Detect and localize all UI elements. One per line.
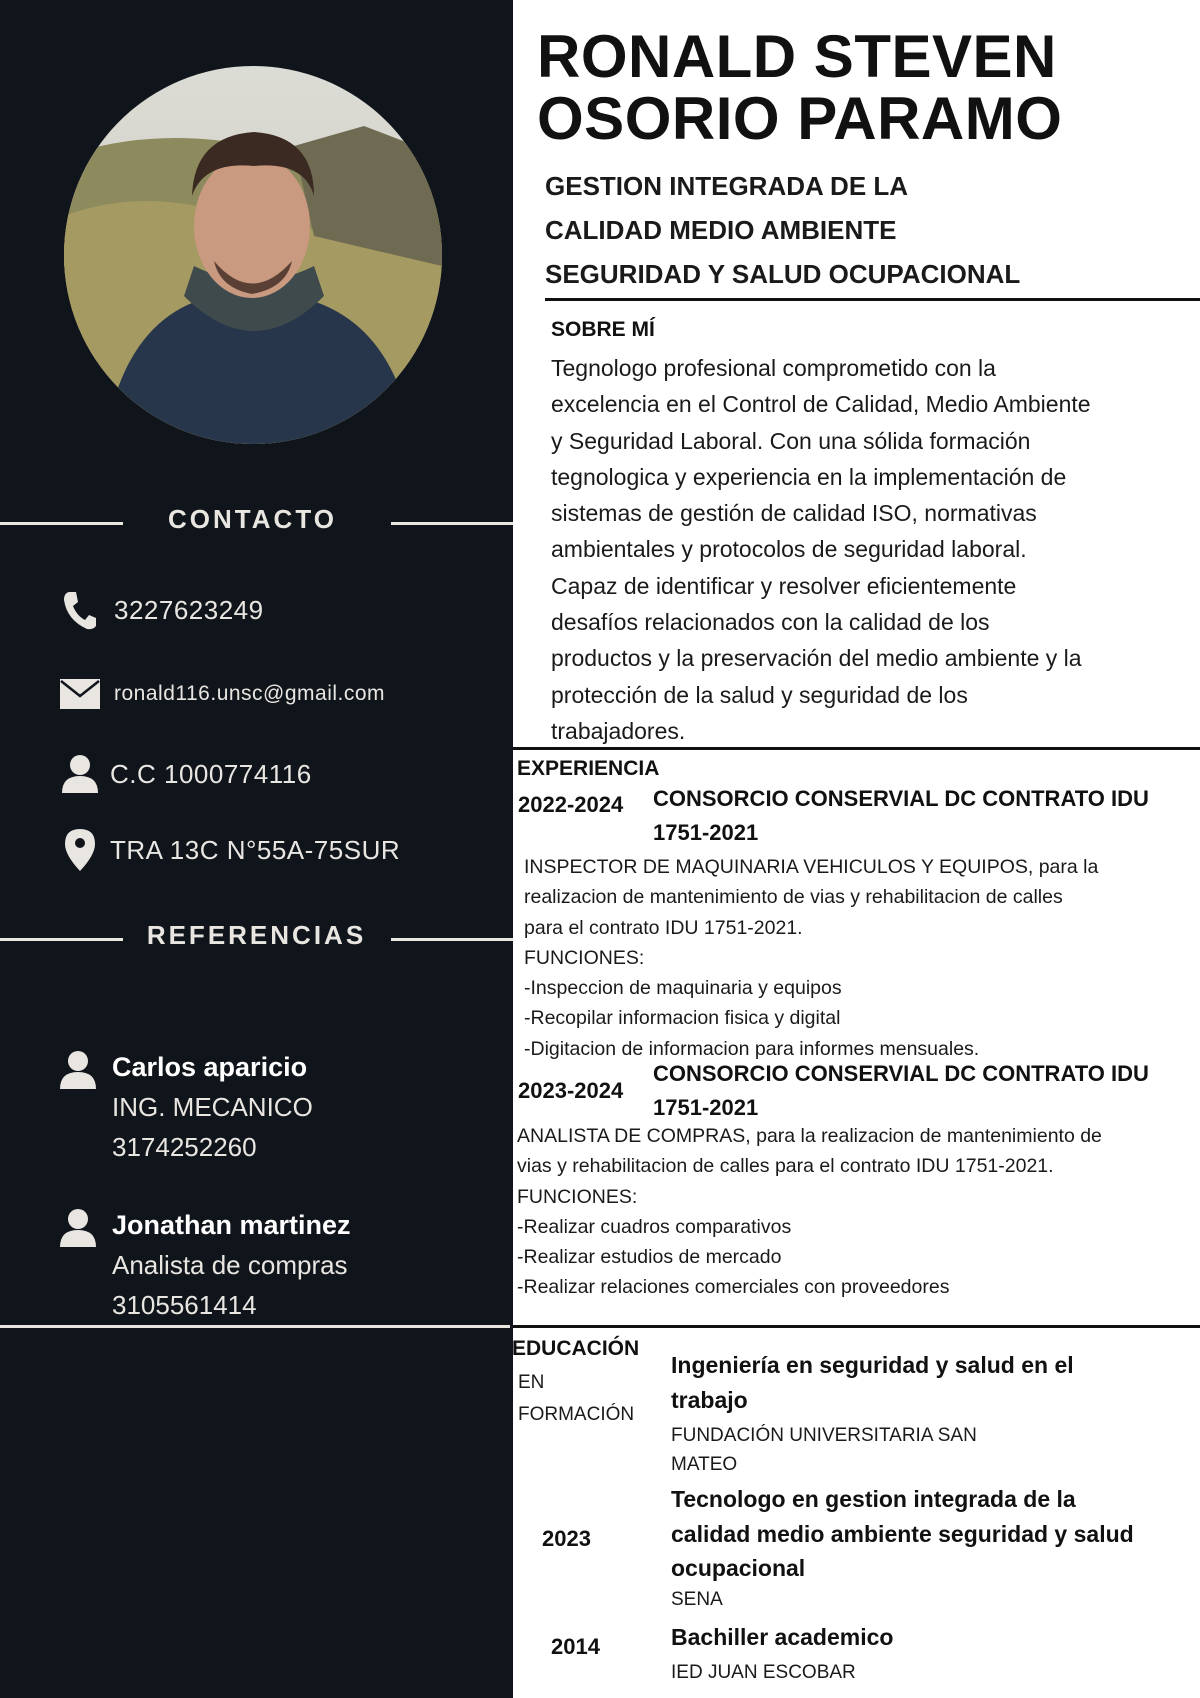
reference-phone[interactable]: 3174252260 [112,1132,257,1162]
full-name [537,23,1177,152]
about-text [551,350,1181,749]
divider [391,522,513,525]
education-degree [671,1482,1191,1586]
education-degree [671,1348,1191,1417]
description-line: -Realizar relaciones comerciales con proveedores [517,1276,950,1299]
description-line: -Realizar estudios de mercado [517,1246,782,1269]
contact-title: CONTACTO [168,504,337,534]
name-line: OSORIO PARAMO [537,85,1063,152]
education-year: 2023 [542,1526,591,1551]
description-line: FUNCIONES: [517,1185,638,1208]
experience-description [517,1121,1197,1303]
company-line: 1751-2021 [653,820,759,845]
reference-item [60,1047,313,1167]
about-line: tegnologica y experiencia en la implementación de [551,463,1067,490]
institution-line: FUNDACIÓN UNIVERSITARIA SAN [671,1425,977,1446]
education-institution [671,1421,1071,1479]
education-degree: Bachiller academico [671,1624,894,1650]
institution-line: MATEO [671,1454,738,1475]
about-line: sistemas de gestión de calidad ISO, normativas [551,500,1037,527]
description-line: ANALISTA DE COMPRAS, para la realizacion de mantenimiento de [517,1125,1102,1147]
experience-company [653,782,1193,850]
divider [0,1325,510,1328]
description-line: -Recopilar informacion fisica y digital [524,1007,841,1030]
contact-section-header [0,504,513,544]
about-line: y Seguridad Laboral. Con una sólida formación [551,427,1031,454]
name-line: RONALD STEVEN [537,23,1057,90]
sidebar [0,0,513,1698]
phone-number[interactable]: 3227623249 [114,594,264,625]
about-line: Capaz de identificar y resolver eficientemente [551,572,1017,599]
address: TRA 13C N°55A-75SUR [110,834,401,865]
education-title: EDUCACIÓN [512,1337,640,1360]
about-title: SOBRE MÍ [551,318,655,341]
about-line: excelencia en el Control de Calidad, Medio Ambiente [551,391,1091,418]
education-institution: SENA [671,1589,723,1610]
experience-company [653,1057,1193,1125]
experience-title: EXPERIENCIA [517,757,660,780]
mail-icon [60,674,100,714]
description-line: FUNCIONES: [524,946,645,969]
description-line: realizacion de mantenimiento de vias y rehabilitacion de calles [524,886,1063,909]
experience-description [524,852,1184,1064]
experience-years: 2022-2024 [518,792,624,817]
divider [513,747,1200,750]
description-line: -Digitacion de informacion para informes mensuales. [524,1037,980,1060]
phone-icon [60,590,100,630]
location-pin-icon [60,830,100,870]
reference-item [60,1205,351,1325]
role-line: GESTION INTEGRADA DE LA [545,171,909,201]
education-status: FORMACIÓN [518,1404,635,1425]
contact-address [60,830,400,870]
id-number: C.C 1000774116 [110,758,312,789]
about-line: protección de la salud y seguridad de los [551,681,968,708]
description-line: -Inspeccion de maquinaria y equipos [524,977,842,1000]
contact-email [60,674,385,714]
degree-line: ocupacional [671,1555,806,1581]
education-year: 2014 [551,1634,600,1659]
description-line: vias y rehabilitacion de calles para el contrato IDU 1751-2021. [517,1155,1054,1178]
references-section-header [0,920,513,960]
user-icon [60,1209,98,1247]
reference-role: Analista de compras [112,1250,348,1280]
description-line: para el contrato IDU 1751-2021. [524,916,803,939]
experience-years: 2023-2024 [518,1078,624,1103]
contact-id [60,754,312,794]
contact-phone [60,590,264,630]
degree-line: calidad medio ambiente seguridad y salud [671,1520,1134,1547]
divider [513,1325,1200,1328]
description-line: INSPECTOR DE MAQUINARIA VEHICULOS Y EQUIPOS, para la [524,856,1099,878]
divider [391,938,513,941]
degree-line: trabajo [671,1386,748,1413]
company-line: CONSORCIO CONSERVIAL DC CONTRATO IDU [653,1061,1149,1086]
about-line: ambientales y protocolos de seguridad laboral. [551,536,1027,563]
company-line: 1751-2021 [653,1095,759,1120]
degree-line: Ingeniería en seguridad y salud en el [671,1352,1074,1378]
education-institution: IED JUAN ESCOBAR [671,1662,856,1683]
about-line: Tegnologo profesional comprometido con la [551,355,996,381]
reference-phone[interactable]: 3105561414 [112,1290,257,1320]
job-title [545,164,1185,296]
references-title: REFERENCIAS [146,920,367,950]
company-line: CONSORCIO CONSERVIAL DC CONTRATO IDU [653,786,1149,811]
role-line: SEGURIDAD Y SALUD OCUPACIONAL [545,259,1021,289]
reference-name: Carlos aparicio [112,1052,308,1082]
reference-role: ING. MECANICO [112,1092,313,1122]
about-line: desafíos relacionados con la calidad de los [551,609,990,636]
reference-name: Jonathan martinez [112,1210,351,1240]
description-line: -Realizar cuadros comparativos [517,1215,792,1238]
email-address[interactable]: ronald116.unsc@gmail.com [114,682,386,705]
education-status: EN [518,1372,545,1393]
about-line: productos y la preservación del medio ambiente y la [551,645,1082,672]
about-line: trabajadores. [551,717,686,744]
degree-line: Tecnologo en gestion integrada de la [671,1486,1076,1512]
user-icon [60,754,100,794]
divider [545,298,1200,301]
role-line: CALIDAD MEDIO AMBIENTE [545,215,897,245]
profile-photo [64,66,442,444]
user-icon [60,1051,98,1089]
